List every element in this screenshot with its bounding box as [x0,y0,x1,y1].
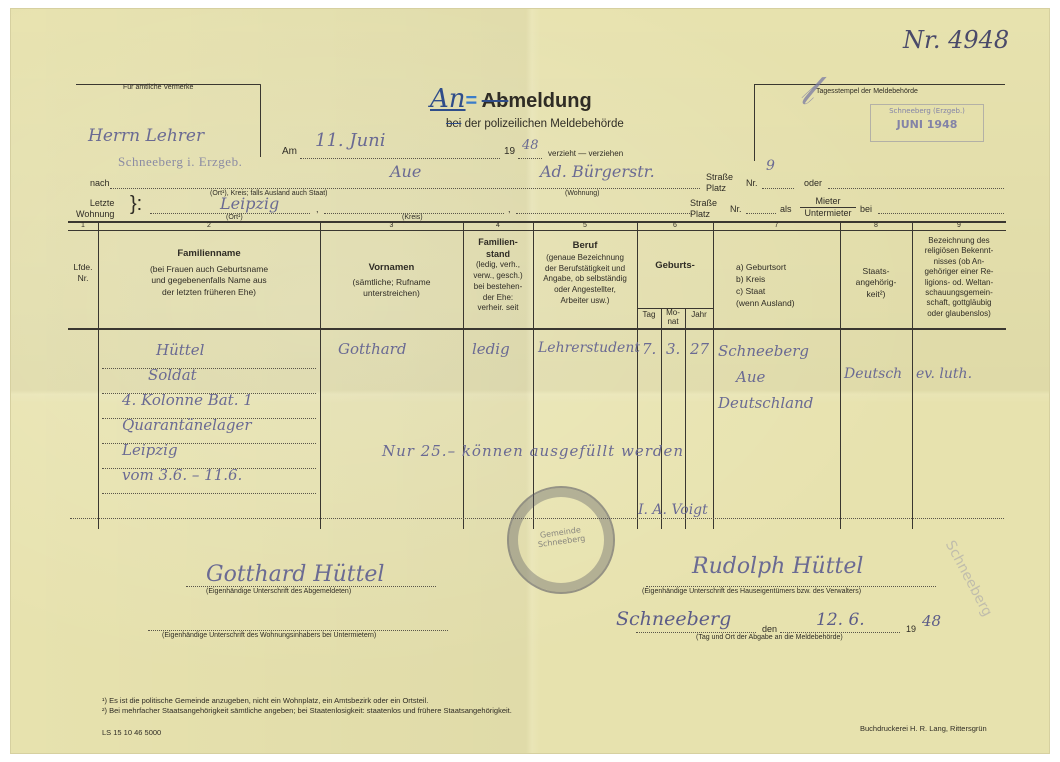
hw-letzte-place: Leipzig [220,194,280,213]
hw-herrn-lehrer: Herrn Lehrer [88,126,205,146]
den-label: den [762,624,778,634]
date-place-label: (Tag und Ort der Abgabe an die Meldebehörde) [696,634,843,641]
ort2-label: (Ort¹) [226,214,243,221]
bei-label: bei [860,204,873,214]
header-geburts: Geburts- [655,260,695,271]
printer-imprint: Buchdruckerei H. R. Lang, Rittersgrün [860,724,987,733]
year-prefix: 19 [504,146,516,157]
hw-house-number: 9 [766,158,775,174]
hw-nach-street: Ad. Bürgerstr. [540,162,655,181]
faint-edge-stamp: Schneeberg [941,538,996,620]
mieter-untermieter: Mieter Untermieter [800,196,856,219]
nach-label: nach [90,178,110,188]
received-stamp: Schneeberg (Erzgeb.) JUNI 1948 [870,104,984,142]
nr-label-2: Nr. [730,204,742,214]
oder-label: oder [804,178,823,188]
col-num-2: 2 [207,222,211,229]
hw-familienstand: ledig [472,340,510,358]
hw-submission-date: 12. 6. [816,610,865,630]
brace: }: [130,193,143,215]
col-num-9: 9 [957,222,961,229]
hw-initials: I. A. Voigt [638,502,708,518]
hw-note: Nur 25.– können ausgefüllt werden [382,442,685,460]
form-code: LS 15 10 46 5000 [102,728,162,737]
hw-submission-year: 48 [922,612,942,630]
col-num-6: 6 [673,222,677,229]
hw-year: 48 [522,138,539,153]
header-familienname: Familienname (bei Frauen auch Geburtsname und gegebenenfalls Name aus der letzten früheren Ehe) [149,248,269,297]
header-geburtsort: a) Geburtsort b) Kreis c) Staat (wenn Ausland) [736,262,795,308]
document-number: Nr. 4948 [903,26,1010,54]
als-label: als [780,204,792,214]
official-notes-label: Für amtliche Vermerke [123,84,194,91]
round-official-stamp: Gemeinde Schneeberg [507,486,615,594]
form-sheet: Nr. 4948 Für amtliche Vermerke Herrn Lehrer Schneeberg i. Erzgeb. Tagesstempel der Meldebehörde Schneeberg (Erzgeb.) JUNI 1948 𝓁 An= Abmeldung bei der polizeilichen Meldebehörde Am 11. Juni 19 48 verzieht — verziehen nach Aue Ad. Bürgerstr. (Ort¹), Kreis; falls Ausland auch Staat) (Wohnung) Straße Platz Nr. 9 oder Letzte Wohnung }: Leipzig (Ort¹) , (Kreis) , Straße Platz Nr. als Mieter Untermieter bei 1 2 3 4 5 6 7 8 9 Lfde. Nr. Familienname (bei Frauen auch Geburtsname und gegebenenfalls Name aus der letzten früheren Ehe) Vornamen (sämtliche; Rufname unterstreichen) Familien- stand (ledig, verh., verw., gesch.) bei bestehen- der Ehe: verheir. seit Beruf (genaue Bezeichnung der Berufstätigkeit und Angabe, ob selbständig oder Angestellter, Arbeiter usw.) Geburts- Tag Mo- nat Jahr a) Geburtsort b) Kreis c) Staat (wenn Ausland) Staats- angehörig- keit²) Bezeichnung des religiösen Bekennt- nisses (ob An- gehöriger einer Re- ligions- od. Weltan- schauungsgemein- schaft, gottgläubig oder glaubenslos) Hüttel Soldat 4. Kolonne Bat. 1 Quarantänelager Leipzig vom 3.6. – 11.6. Gotthard ledig Lehrerstudent 7. 3. 27 Schneeberg Aue Deutschland Deutsch ev. luth. Nur 25.– können ausgefüllt werden I. A. Voigt Gemeinde Schneeberg Gotthard Hüttel (Eigenhändige Unterschrift des Abgemeldeten) Rudolph Hüttel (Eigenhändige Unterschrift des Hauseigentümers bzw. des Verwalters) (Eigenhändige Unterschrift des Wohnungsinhabers bei Untermietern) Schneeberg den 12. 6. 19 48 (Tag und Ort der Abgabe an die Meldebehörde) Schneeberg ¹) Es ist die politische Gemeinde anzugeben, nicht ein Wohnplatz, ein Amtsbezirk oder ein Ortsteil. ²) Bei mehrfacher Staatsangehörigkeit sämtliche angeben; bei Staatenlosigkeit: staatenlos und frühere Staatsangehörigkeit. LS 15 10 46 5000 Buchdruckerei H. R. Lang, Rittersgrün [10,8,1050,754]
hw-monat: 3. [666,340,681,358]
submission-year-prefix: 19 [906,624,917,634]
hw-tag: 7. [642,340,657,358]
hw-name-block: Hüttel Soldat 4. Kolonne Bat. 1 Quarantänelager Leipzig vom 3.6. – 11.6. [122,341,253,484]
form-title: An= Abmeldung [430,84,592,114]
hw-signature-hauseigentuemer: Rudolph Hüttel [692,554,864,579]
footnotes [102,696,512,716]
signature-label-hauseigentuemer: (Eigenhändige Unterschrift des Hauseigentümers bzw. des Verwalters) [642,588,862,595]
col-num-8: 8 [874,222,878,229]
col-num-3: 3 [389,222,394,229]
official-notes-box [76,84,261,157]
footnote-2: ²) Bei mehrfacher Staatsangehörigkeit sämtliche angeben; bei Staatenlosigkeit: staatenlos und frühere Staatsangehörigkeit. [102,706,512,715]
strasse-platz-2: Straße Platz [690,198,718,219]
official-scribble: 𝓁 [800,68,814,114]
col-num-5: 5 [583,222,587,229]
verzieht-label: verzieht — verziehen [548,149,624,158]
letzte-wohnung-label: Letzte Wohnung [76,198,115,219]
signature-label-untermieter: (Eigenhändige Unterschrift des Wohnungsinhabers bei Untermietern) [162,632,377,639]
hw-jahr: 27 [690,340,710,358]
header-monat: Mo- nat [666,308,680,326]
place-stamp: Schneeberg i. Erzgeb. [118,154,243,169]
hw-beruf: Lehrerstudent [538,340,640,356]
header-beruf: Beruf (genaue Bezeichnung der Berufstätigkeit und Angabe, ob selbständig oder Angestellter, Arbeiter usw.) [543,240,627,305]
hw-staat: Deutsch [844,366,903,382]
header-staatsangehoerigkeit: Staats- angehörig- keit²) [855,266,897,299]
col-num-4: 4 [496,222,500,229]
col-num-1: 1 [81,222,85,229]
hw-nach-place: Aue [390,162,422,181]
hw-place-of-submission: Schneeberg [616,608,732,630]
header-tag: Tag [642,310,656,319]
form-subtitle: bei der polizeilichen Meldebehörde [446,118,624,130]
hw-vorname: Gotthard [338,340,407,358]
signature-label-abgemeldeter: (Eigenhändige Unterschrift des Abgemeldeten) [206,588,352,595]
hw-signature-abgemeldeter: Gotthard Hüttel [206,562,385,587]
hw-religion: ev. luth. [916,366,973,382]
date-stamp-label: Tagesstempel der Meldebehörde [816,88,918,95]
kreis-label: (Kreis) [402,214,423,221]
footnote-1: ¹) Es ist die politische Gemeinde anzugeben, nicht ein Wohnplatz, ein Amtsbezirk oder ein Ortsteil. [102,696,429,705]
am-label: Am [282,146,297,157]
ort-kreis-label: (Ort¹), Kreis; falls Ausland auch Staat) [210,190,328,197]
header-jahr: Jahr [691,310,707,319]
header-religion: Bezeichnung des religiösen Bekennt- nisses (ob An- gehöriger einer Re- ligions- od. Weltan- schauungsgemein- schaft, gottgläubig oder glaubenslos) [924,236,994,318]
nr-label-1: Nr. [746,178,758,188]
header-vornamen: Vornamen (sämtliche; Rufname unterstreichen) [352,262,431,299]
hw-am-date: 11. Juni [315,130,386,151]
wohnung-label: (Wohnung) [565,190,600,197]
header-lfde-nr: Lfde. Nr. [73,262,93,284]
col-num-7: 7 [774,222,779,229]
header-familienstand: Familien- stand (ledig, verh., verw., gesch.) bei bestehen- der Ehe: verheir. seit [473,237,523,313]
strasse-platz-1: Straße Platz [706,172,734,193]
hw-geburtsort: Schneeberg Aue Deutschland [718,342,814,412]
